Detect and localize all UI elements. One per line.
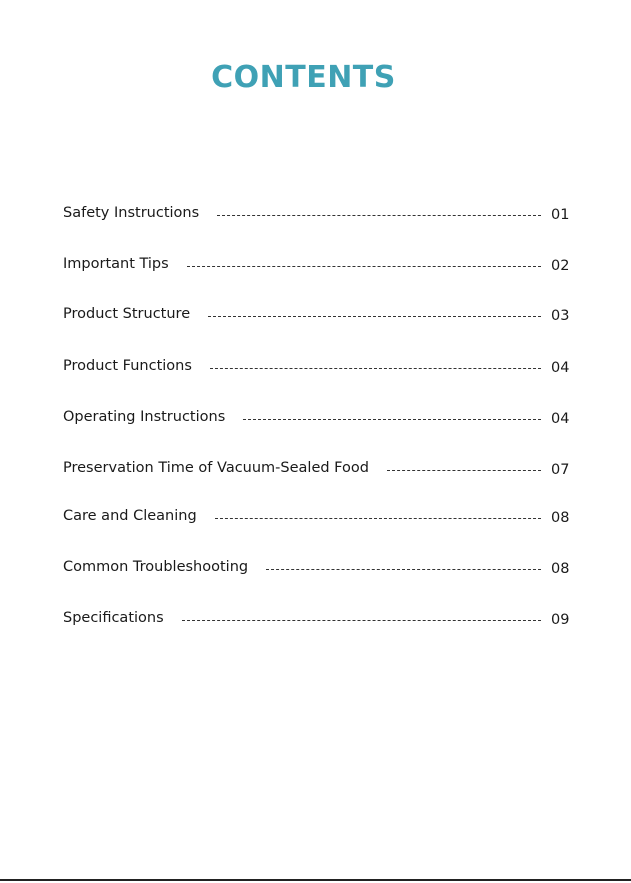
toc-entry-page-number: 07 <box>551 462 570 478</box>
dotted-leader <box>266 569 541 570</box>
dotted-leader <box>187 266 541 267</box>
dotted-leader <box>243 419 541 420</box>
dotted-leader <box>217 215 541 216</box>
toc-entry-label: Care and Cleaning <box>63 508 197 524</box>
page-title: CONTENTS <box>211 60 396 95</box>
toc-entry-label: Common Troubleshooting <box>63 559 249 575</box>
toc-entry-label: Specifications <box>63 610 164 626</box>
toc-entry-label: Product Functions <box>63 358 192 374</box>
toc-entry-label: Operating Instructions <box>63 409 226 425</box>
toc-entry-page-number: 04 <box>551 411 570 427</box>
dotted-leader <box>182 620 541 621</box>
toc-entry-page-number: 02 <box>551 258 570 274</box>
dotted-leader <box>387 470 541 471</box>
toc-entry-specifications[interactable] <box>63 603 569 633</box>
toc-entry-label: Product Structure <box>63 306 191 322</box>
toc-entry-page-number: 08 <box>551 561 570 577</box>
toc-entry-page-number: 09 <box>551 612 570 628</box>
dotted-leader <box>215 518 541 519</box>
toc-entry-care-and-cleaning[interactable] <box>63 501 569 531</box>
toc-entry-label: Safety Instructions <box>63 205 200 221</box>
toc-entry-label: Preservation Time of Vacuum-Sealed Food <box>63 460 369 476</box>
toc-entry-preservation-time[interactable] <box>63 453 569 483</box>
toc-entry-important-tips[interactable] <box>63 249 569 279</box>
toc-entry-page-number: 04 <box>551 360 570 376</box>
toc-entry-page-number: 01 <box>551 207 570 223</box>
dotted-leader <box>210 368 541 369</box>
toc-entry-product-structure[interactable] <box>63 299 569 329</box>
toc-entry-operating-instructions[interactable] <box>63 402 569 432</box>
toc-entry-label: Important Tips <box>63 256 169 272</box>
toc-entry-product-functions[interactable] <box>63 351 569 381</box>
toc-entry-page-number: 03 <box>551 308 570 324</box>
bottom-divider <box>0 879 631 881</box>
dotted-leader <box>208 316 541 317</box>
toc-entry-common-troubleshooting[interactable] <box>63 552 569 582</box>
toc-entry-page-number: 08 <box>551 510 570 526</box>
toc-entry-safety-instructions[interactable] <box>63 198 569 228</box>
